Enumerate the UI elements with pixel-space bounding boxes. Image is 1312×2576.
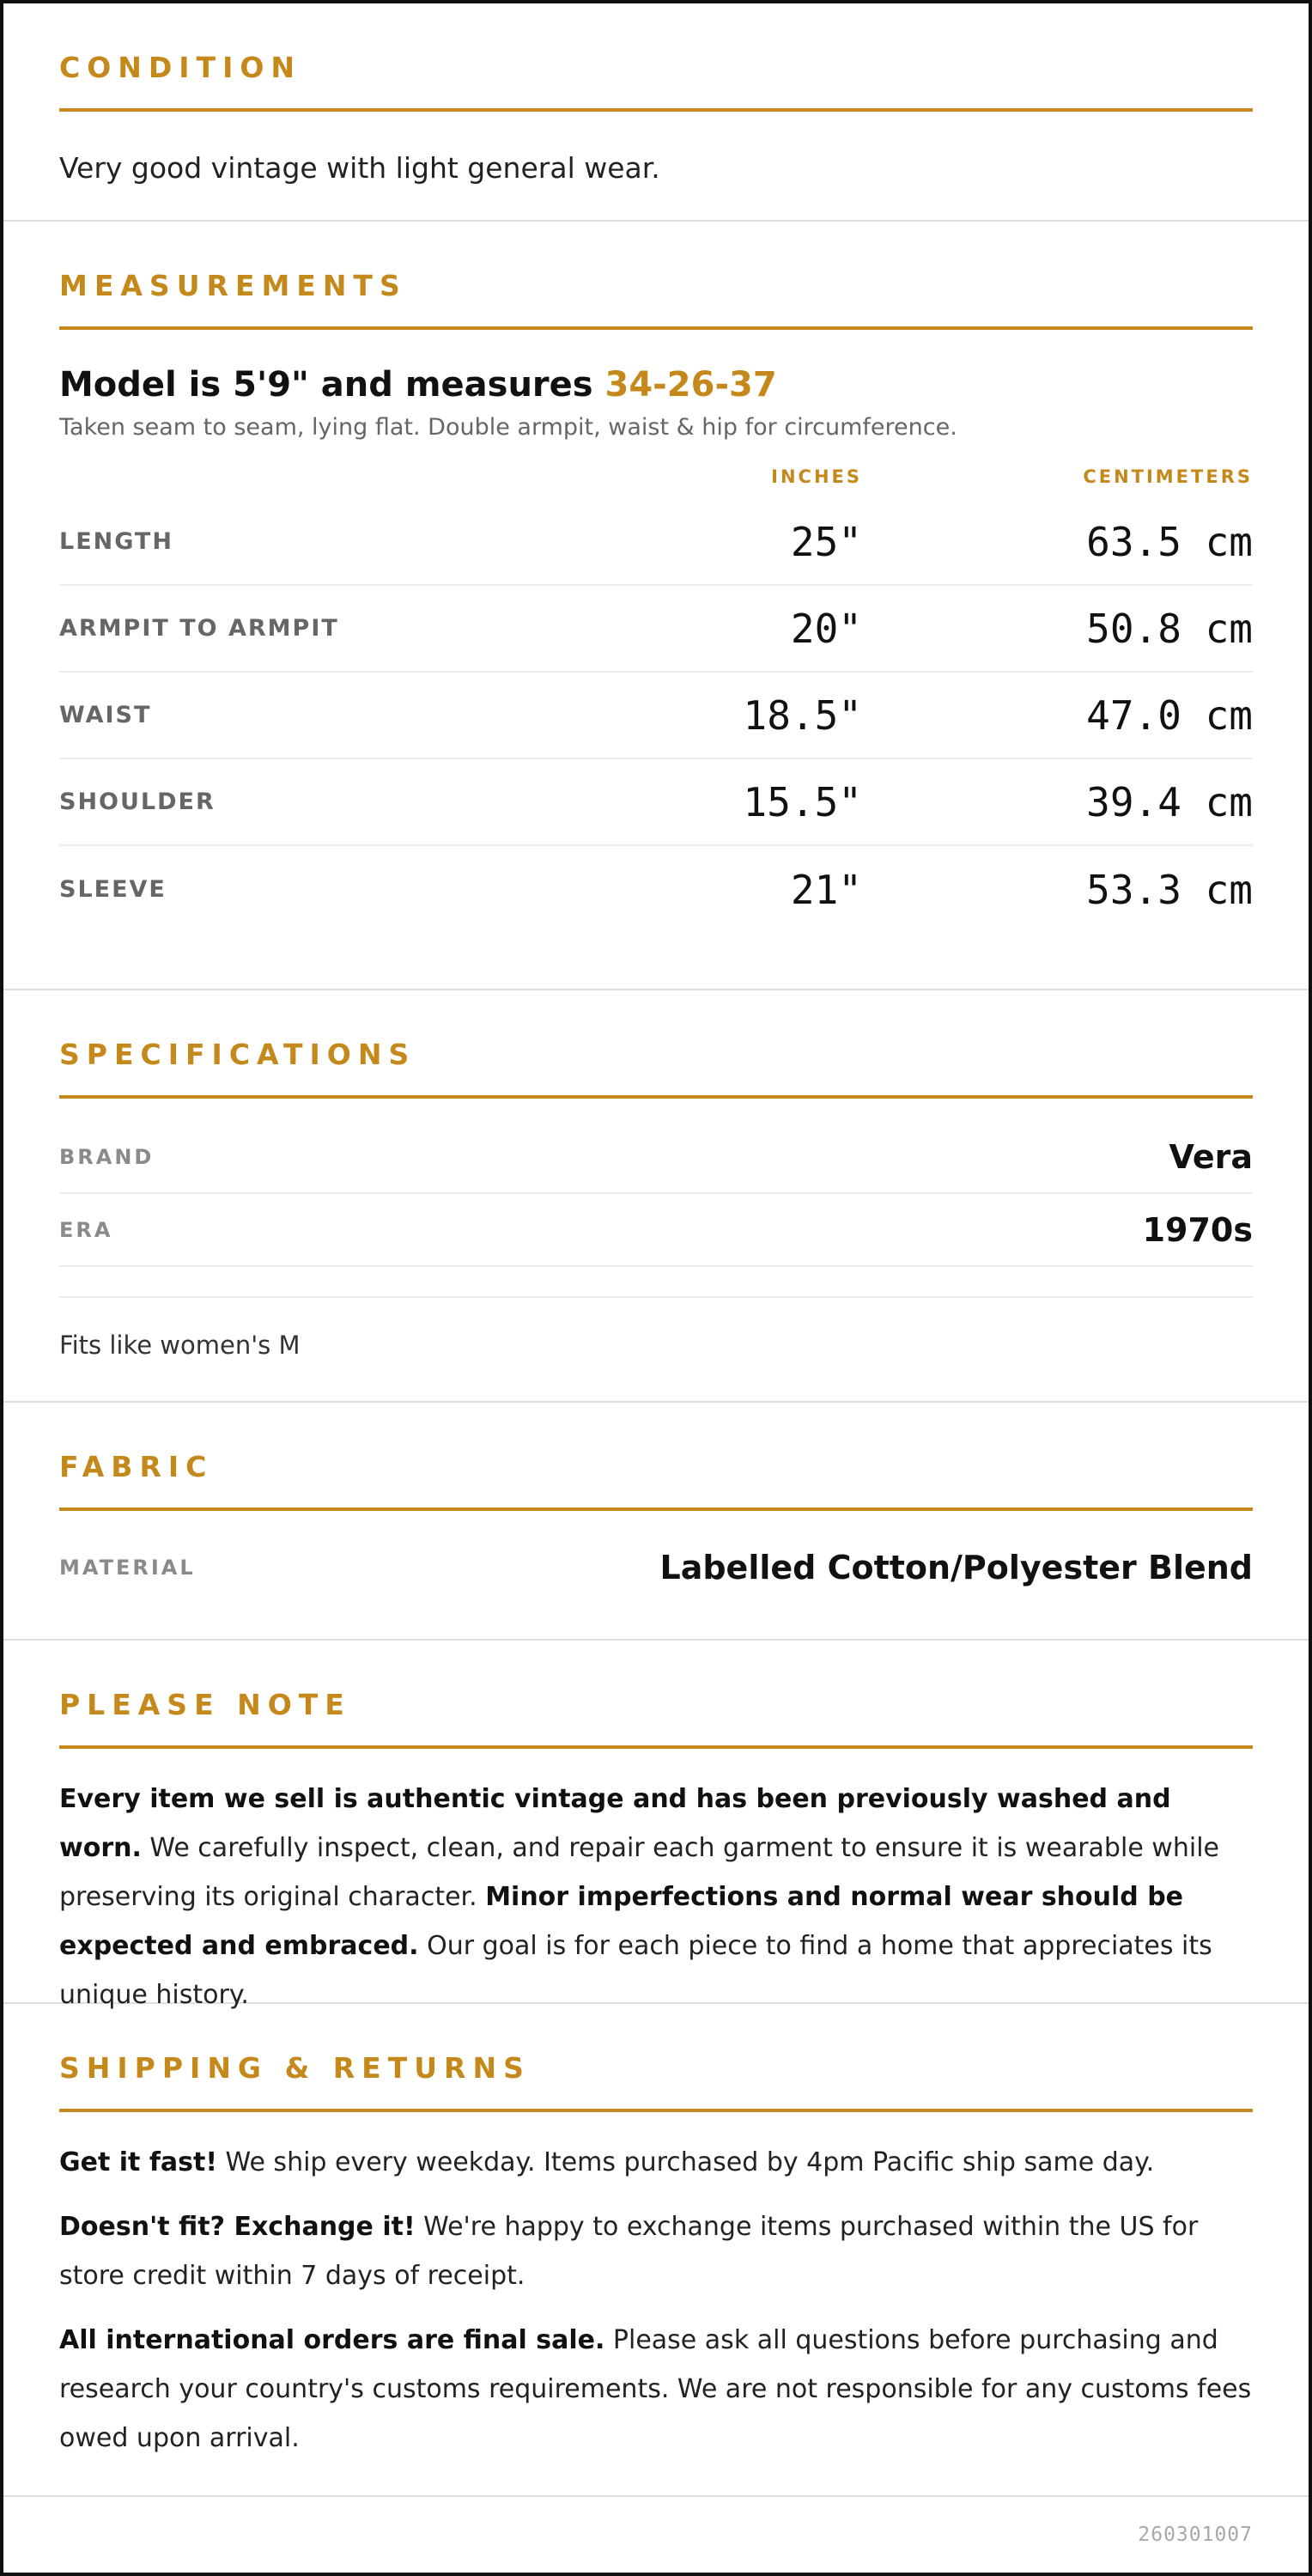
measurement-method-note: Taken seam to seam, lying flat. Double armpit, waist & hip for circumference. (59, 414, 957, 441)
fabric-heading: FABRIC (59, 1450, 214, 1483)
shipping-bold: Get it fast! (59, 2147, 217, 2177)
measurements-rule (59, 326, 1253, 330)
shipping-bold: Doesn't fit? Exchange it! (59, 2212, 416, 2242)
model-sizes: 34-26-37 (604, 365, 777, 405)
model-prefix: Model is 5'9" and measures (59, 365, 605, 405)
fabric-label: MATERIAL (59, 1556, 196, 1580)
centimeters-column-header: CENTIMETERS (1083, 466, 1253, 487)
measurement-cm: 63.5 cm (1086, 518, 1253, 565)
measurement-row-waist (59, 673, 1253, 759)
condition-section (3, 3, 1309, 222)
measurement-row-shoulder (59, 759, 1253, 846)
shipping-text: We're happy to exchange items purchased within the US for store credit within 7 days of receipt. (59, 2212, 1199, 2291)
measurement-table (59, 499, 1253, 933)
condition-text: Very good vintage with light general wear. (59, 151, 660, 185)
measurement-label: SHOULDER (59, 789, 216, 815)
measurements-section (3, 222, 1309, 990)
condition-rule (59, 108, 1253, 112)
spec-row-era (59, 1194, 1253, 1267)
measurement-column-headers (59, 466, 1253, 492)
shipping-section (3, 2004, 1309, 2497)
condition-heading: CONDITION (59, 51, 302, 84)
note-bold-2: Minor imperfections and normal wear should be expected and embraced. (59, 1882, 1184, 1961)
measurement-inches: 20" (790, 605, 862, 652)
please-note-text (59, 1775, 1253, 2019)
model-measurements (59, 366, 1253, 404)
spec-value: Vera (1169, 1137, 1253, 1176)
measurement-inches: 25" (790, 518, 862, 565)
specifications-section (3, 990, 1309, 1403)
specifications-heading: SPECIFICATIONS (59, 1038, 416, 1071)
shipping-bold: All international orders are final sale. (59, 2325, 605, 2355)
shipping-paragraph-exchange (59, 2202, 1253, 2300)
fabric-value: Labelled Cotton/Polyester Blend (659, 1549, 1253, 1586)
spec-row-brand (59, 1121, 1253, 1194)
measurement-label: SLEEVE (59, 876, 167, 903)
measurement-inches: 15.5" (743, 778, 862, 825)
measurement-cm: 39.4 cm (1086, 778, 1253, 825)
please-note-heading: PLEASE NOTE (59, 1688, 351, 1721)
measurement-row-sleeve (59, 846, 1253, 933)
inches-column-header: INCHES (771, 466, 862, 487)
measurement-cm: 47.0 cm (1086, 691, 1253, 739)
shipping-text: Please ask all questions before purchasing and research your country's customs requirements. We are not responsible for any customs fees owed upon arrival. (59, 2325, 1252, 2453)
shipping-paragraph-international (59, 2316, 1253, 2463)
measurement-cm: 50.8 cm (1086, 605, 1253, 652)
fabric-rule (59, 1507, 1253, 1511)
specifications-list (59, 1121, 1253, 1267)
measurement-cm: 53.3 cm (1086, 866, 1253, 913)
note-bold-1: Every item we sell is authentic vintage and has been previously washed and worn. (59, 1784, 1171, 1863)
measurement-inches: 21" (790, 866, 862, 913)
fabric-row-material (59, 1549, 1253, 1586)
shipping-text: We ship every weekday. Items purchased by 4pm Pacific ship same day. (217, 2147, 1155, 2177)
spec-value: 1970s (1142, 1210, 1253, 1249)
note-text-2: Our goal is for each piece to find a home that appreciates its unique history. (59, 1931, 1212, 2010)
spec-label: ERA (59, 1217, 113, 1242)
measurement-label: ARMPIT TO ARMPIT (59, 615, 339, 642)
shipping-rule (59, 2109, 1253, 2112)
measurements-heading: MEASUREMENTS (59, 269, 407, 302)
footer (3, 2497, 1309, 2573)
shipping-paragraph-fast (59, 2138, 1253, 2187)
product-code: 260301007 (1138, 2524, 1253, 2546)
measurement-label: WAIST (59, 702, 152, 728)
measurement-label: LENGTH (59, 528, 173, 555)
spec-label: BRAND (59, 1144, 155, 1169)
measurement-row-length (59, 499, 1253, 586)
please-note-section (3, 1641, 1309, 2010)
fabric-section (3, 1403, 1309, 1641)
measurement-inches: 18.5" (743, 691, 862, 739)
specifications-rule (59, 1095, 1253, 1099)
fit-note: Fits like women's M (59, 1296, 1253, 1360)
shipping-heading: SHIPPING & RETURNS (59, 2051, 531, 2085)
please-note-rule (59, 1745, 1253, 1749)
measurement-row-armpit (59, 586, 1253, 673)
note-text-1: We carefully inspect, clean, and repair each garment to ensure it is wearable while preserving its original character. (59, 1833, 1219, 1912)
